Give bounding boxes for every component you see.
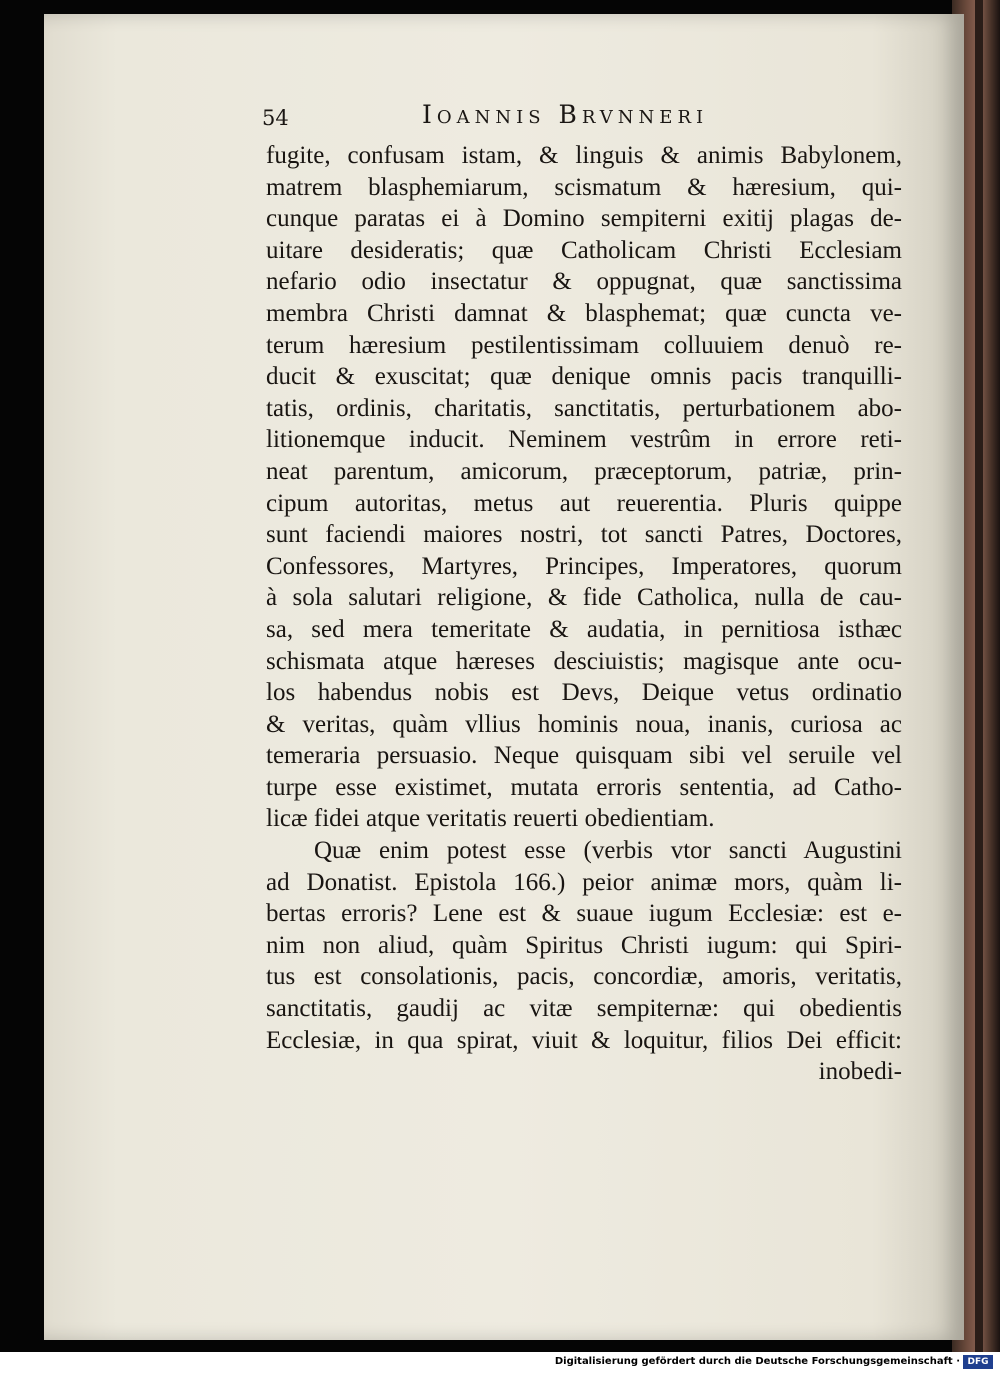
text-line: bertas erroris? Lene est & suaue iugum Ecclesiæ: est e-: [266, 900, 902, 928]
text-line: sa, sed mera temeritate & audatia, in pernitiosa isthæc: [266, 615, 902, 643]
text-line: los habendus nobis est Devs, Deique vetus ordinatio: [266, 679, 902, 707]
text-line: à sola salutari religione, & fide Catholica, nulla de cau-: [266, 584, 902, 612]
text-line: neat parentum, amicorum, præceptorum, patriæ, prin-: [266, 457, 902, 485]
text-line: tatis, ordinis, charitatis, sanctitatis, perturbationem abo-: [266, 394, 902, 422]
text-line: sunt faciendi maiores nostri, tot sancti Patres, Doctores,: [266, 521, 902, 549]
text-line: fugite, confusam istam, & linguis & animis Babylonem,: [266, 142, 902, 169]
text-line: schismata atque hæreses desciuistis; magisque ante ocu-: [266, 647, 902, 675]
text-line: matrem blasphemiarum, scismatum & hæresium, qui-: [266, 173, 902, 201]
text-line: ad Donatist. Epistola 166.) peior animæ mors, quàm li-: [266, 868, 902, 896]
text-line: litionemque inducit. Neminem vestrûm in errore reti-: [266, 426, 902, 454]
text-line: uitare desideratis; quæ Catholicam Christi Ecclesiam: [266, 236, 902, 264]
page-number: 54: [262, 106, 289, 130]
text-line: temeraria persuasio. Neque quisquam sibi vel seruile vel: [266, 742, 902, 770]
attribution-text: Digitalisierung gefördert durch die Deutsche Forschungsgemeinschaft ·: [554, 1356, 960, 1367]
page-header: [262, 100, 902, 140]
text-line: sanctitatis, gaudij ac vitæ sempiternæ: qui obedientis: [266, 995, 902, 1023]
attribution-bar: [0, 1352, 1000, 1373]
text-line: nefario odio insectatur & oppugnat, quæ sanctissima: [266, 268, 902, 296]
text-line: cunque paratas ei à Domino sempiterni exitij plagas de-: [266, 205, 902, 233]
body-text: [266, 140, 902, 1088]
text-line: Quæ enim potest esse (verbis vtor sancti Augustini: [314, 837, 902, 865]
text-line: licæ fidei atque veritatis reuerti obedientiam.: [266, 805, 715, 833]
text-line: ducit & exuscitat; quæ denique omnis pacis tranquilli-: [266, 363, 902, 391]
catchword: inobedi-: [818, 1058, 902, 1086]
text-line: Ecclesiæ, in qua spirat, viuit & loquitur, filios Dei efficit:: [266, 1026, 902, 1054]
running-head: Ioannis Brvnneri: [422, 100, 709, 129]
text-line: membra Christi damnat & blasphemat; quæ cuncta ve-: [266, 299, 902, 327]
text-line: Confessores, Martyres, Principes, Imperatores, quorum: [266, 552, 902, 580]
text-line: tus est consolationis, pacis, concordiæ, amoris, veritatis,: [266, 963, 902, 991]
text-line: cipum autoritas, metus aut reuerentia. Pluris quippe: [266, 489, 902, 517]
text-line: turpe esse existimet, mutata erroris sententia, ad Catho-: [266, 773, 902, 801]
book-edge-shadow: [975, 0, 983, 1352]
text-line: terum hæresium pestilentissimam colluuiem denuò re-: [266, 331, 902, 359]
text-line: & veritas, quàm vllius hominis noua, inanis, curiosa ac: [266, 710, 902, 738]
dfg-logo: DFG: [963, 1355, 993, 1369]
text-line: nim non aliud, quàm Spiritus Christi iugum: qui Spiri-: [266, 931, 902, 959]
